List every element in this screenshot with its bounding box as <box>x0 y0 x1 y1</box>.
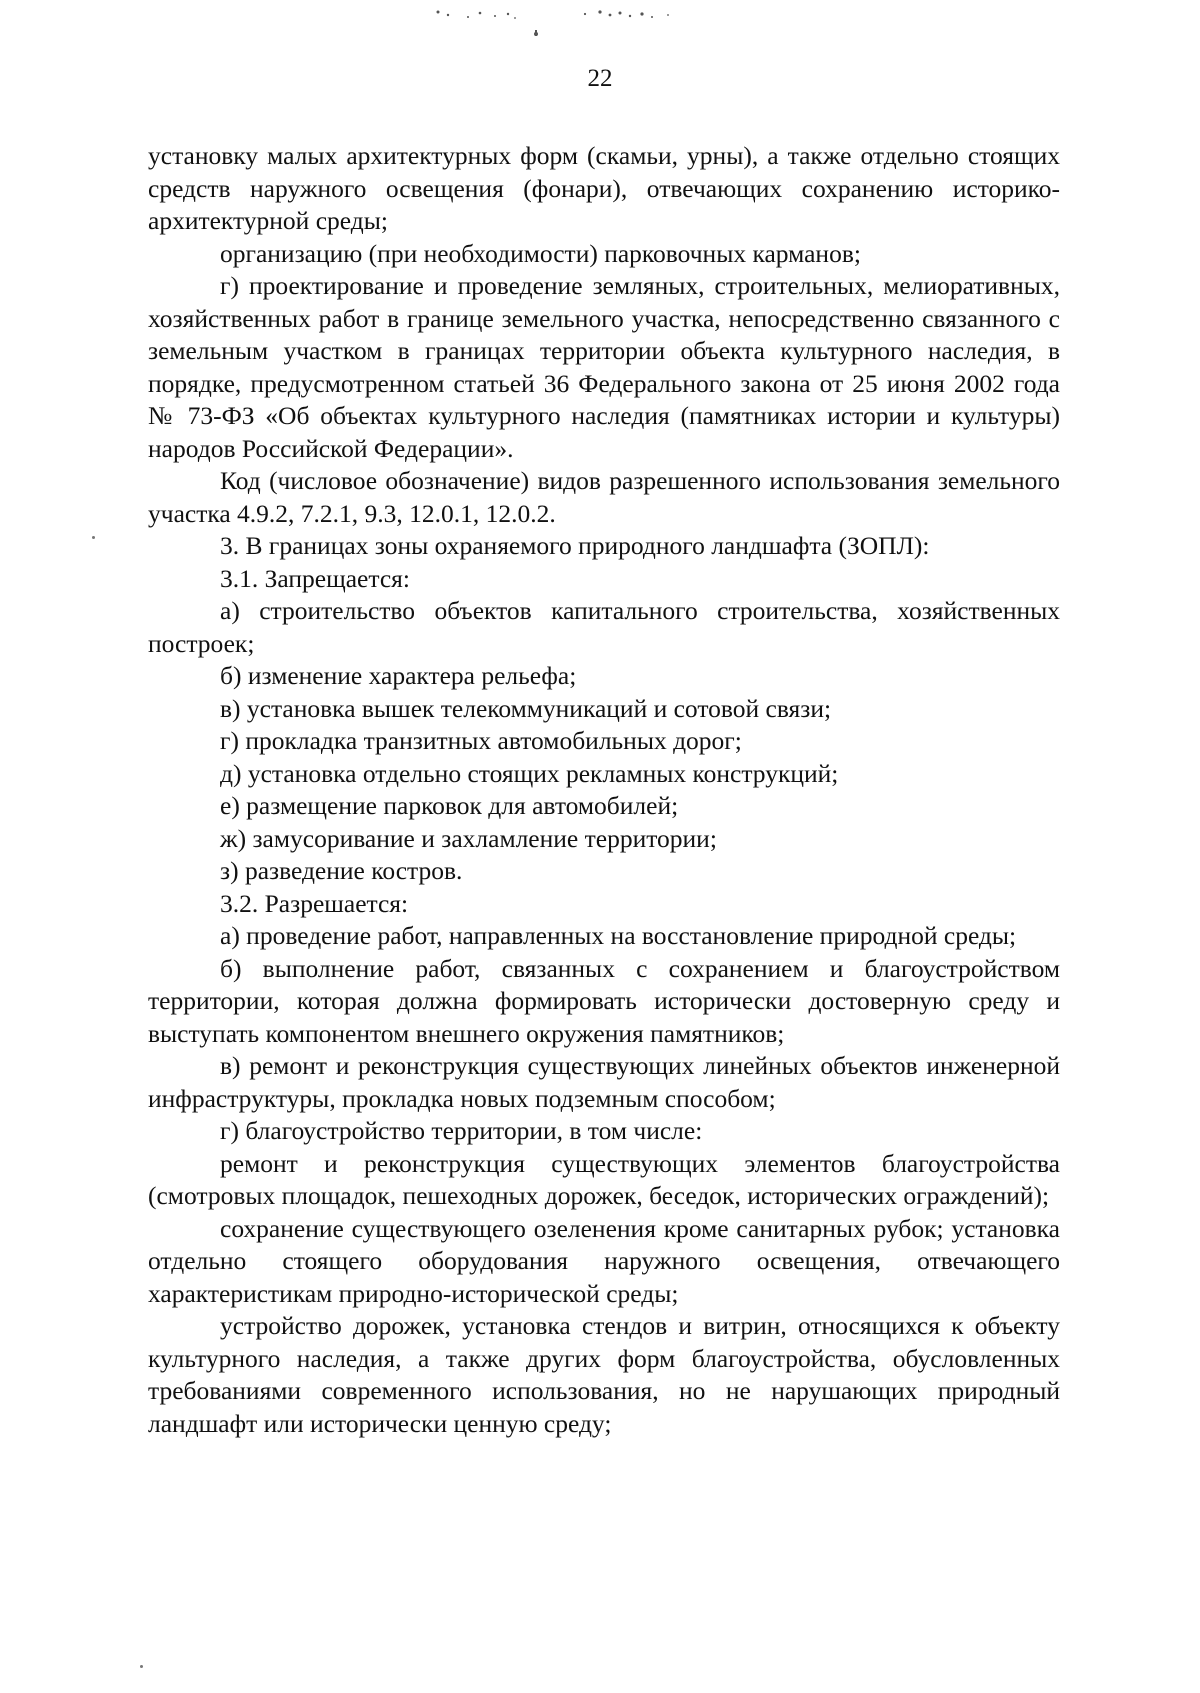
paragraph: б) выполнение работ, связанных с сохранением и благоустройством территории, которая должна формировать исторически достоверную среду и выступать компонентом внешнего окружения памятников; <box>148 953 1060 1048</box>
scan-artifact <box>420 4 740 44</box>
paragraph: г) проектирование и проведение земляных, строительных, мелиоративных, хозяйственных работ в границе земельного участка, непосредственно связанного с земельным участком в границах территории объекта культурного наследия, в порядке, предусмотренном статьей 36 Федерального закона от 25 июня 2002 года № 73-ФЗ «Об объектах культурного наследия (памятниках истории и культуры) народов Российской Федерации». <box>148 271 1060 463</box>
page-number: 22 <box>587 65 613 92</box>
scan-speck <box>140 1665 143 1668</box>
paragraph: б) изменение характера рельефа; <box>220 661 577 690</box>
paragraph: д) установка отдельно стоящих рекламных конструкций; <box>220 758 839 788</box>
paragraph: г) прокладка транзитных автомобильных дорог; <box>220 726 742 755</box>
paragraph: 3.2. Разрешается: <box>220 888 409 918</box>
scan-speck <box>92 536 95 539</box>
paragraph: в) установка вышек телекоммуникаций и сотовой связи; <box>220 693 832 723</box>
paragraph: з) разведение костров. <box>220 856 463 885</box>
paragraph: Код (числовое обозначение) видов разрешенного использования земельного участка 4.9.2, 7.2.1, 9.3, 12.0.1, 12.0.2. <box>148 466 1060 528</box>
paragraph: 3.1. Запрещается: <box>220 563 410 593</box>
paragraph: сохранение существующего озеленения кроме санитарных рубок; установка отдельно стоящего оборудования наружного освещения, отвечающего характеристикам природно-исторической среды; <box>148 1213 1060 1308</box>
paragraph: 3. В границах зоны охраняемого природного ландшафта (ЗОПЛ): <box>220 531 930 560</box>
paragraph: е) размещение парковок для автомобилей; <box>220 791 679 820</box>
paragraph: г) благоустройство территории, в том числе: <box>220 1116 703 1145</box>
paragraph: установку малых архитектурных форм (скамьи, урны), а также отдельно стоящих средств наружного освещения (фонари), отвечающих сохранению историко-архитектурной среды; <box>148 141 1060 235</box>
paragraph: а) строительство объектов капитального строительства, хозяйственных построек; <box>148 596 1060 658</box>
paragraph: ж) замусоривание и захламление территории; <box>220 823 717 853</box>
paragraph: ремонт и реконструкция существующих элементов благоустройства (смотровых площадок, пешеходных дорожек, беседок, исторических ограждений); <box>148 1148 1060 1210</box>
paragraph: организацию (при необходимости) парковочных карманов; <box>220 238 861 268</box>
paragraph: устройство дорожек, установка стендов и витрин, относящихся к объекту культурного наследия, а также других форм благоустройства, обусловленных требованиями современного использования, но не нарушающих природный ландшафт или исторически ценную среду; <box>148 1311 1060 1438</box>
document-body <box>148 140 1060 1440</box>
paragraph: в) ремонт и реконструкция существующих линейных объектов инженерной инфраструктуры, прокладка новых подземным способом; <box>148 1051 1060 1113</box>
paragraph: а) проведение работ, направленных на восстановление природной среды; <box>220 921 1017 950</box>
